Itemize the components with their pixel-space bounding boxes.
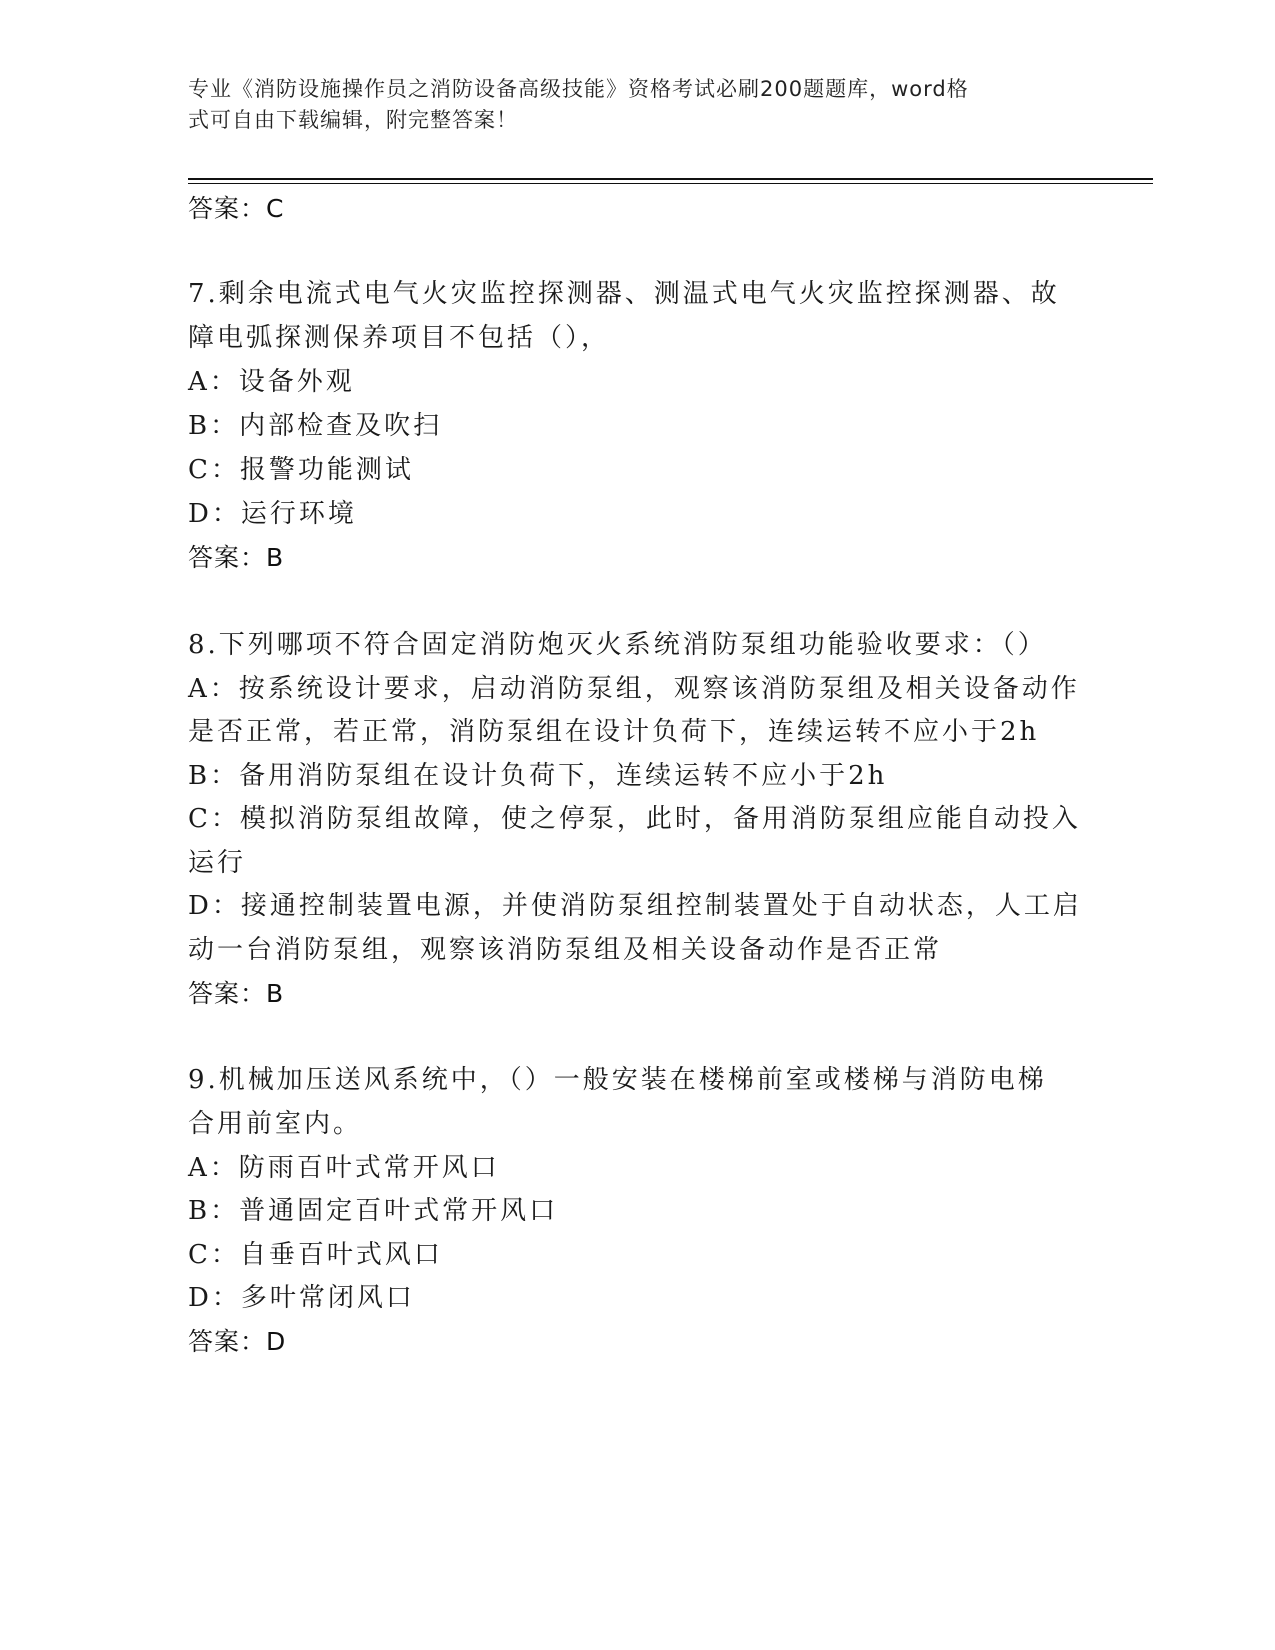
q8-option-d-line-2: 动一台消防泵组，观察该消防泵组及相关设备动作是否正常: [188, 935, 943, 965]
q8-stem-line-1: 8.下列哪项不符合固定消防炮灭火系统消防泵组功能验收要求：（）: [188, 630, 1047, 660]
header-rule-thick: [188, 178, 1153, 180]
q8-option-a-line-1: A：按系统设计要求，启动消防泵组，观察该消防泵组及相关设备动作: [188, 674, 1080, 704]
q9-option-a: A：防雨百叶式常开风口: [188, 1153, 500, 1183]
q9-option-c: C：自垂百叶式风口: [188, 1240, 443, 1270]
header-line-2: 式可自由下载编辑，附完整答案！: [188, 108, 518, 132]
q9-option-b: B：普通固定百叶式常开风口: [188, 1196, 559, 1226]
q8-answer: 答案：B: [188, 979, 285, 1008]
q7-stem-line-1: 7.剩余电流式电气火灾监控探测器、测温式电气火灾监控探测器、故: [188, 279, 1060, 309]
q8-option-b: B：备用消防泵组在设计负荷下，连续运转不应小于2h: [188, 761, 888, 791]
previous-answer: 答案：C: [188, 194, 285, 223]
q7-option-d: D：运行环境: [188, 499, 357, 529]
q7-stem-line-2: 障电弧探测保养项目不包括（），: [188, 323, 611, 353]
header-rule-thin: [188, 183, 1153, 184]
q7-answer: 答案：B: [188, 543, 285, 572]
q7-option-a: A：设备外观: [188, 367, 355, 397]
q9-answer: 答案：D: [188, 1327, 287, 1356]
q9-option-d: D：多叶常闭风口: [188, 1283, 415, 1313]
q7-option-c: C：报警功能测试: [188, 455, 414, 485]
q8-option-a-line-2: 是否正常，若正常，消防泵组在设计负荷下，连续运转不应小于2h: [188, 717, 1040, 747]
q9-stem-line-2: 合用前室内。: [188, 1109, 363, 1139]
header-line-1: 专业《消防设施操作员之消防设备高级技能》资格考试必刷200题题库，word格: [188, 77, 969, 101]
q8-option-c-line-2: 运行: [188, 848, 247, 878]
q8-option-d-line-1: D：接通控制装置电源，并使消防泵组控制装置处于自动状态，人工启: [188, 891, 1082, 921]
q7-option-b: B：内部检查及吹扫: [188, 411, 443, 441]
document-header: [188, 74, 1068, 136]
q9-stem-line-1: 9.机械加压送风系统中，（）一般安装在楼梯前室或楼梯与消防电梯: [188, 1065, 1047, 1095]
q8-option-c-line-1: C：模拟消防泵组故障，使之停泵，此时，备用消防泵组应能自动投入: [188, 804, 1081, 834]
